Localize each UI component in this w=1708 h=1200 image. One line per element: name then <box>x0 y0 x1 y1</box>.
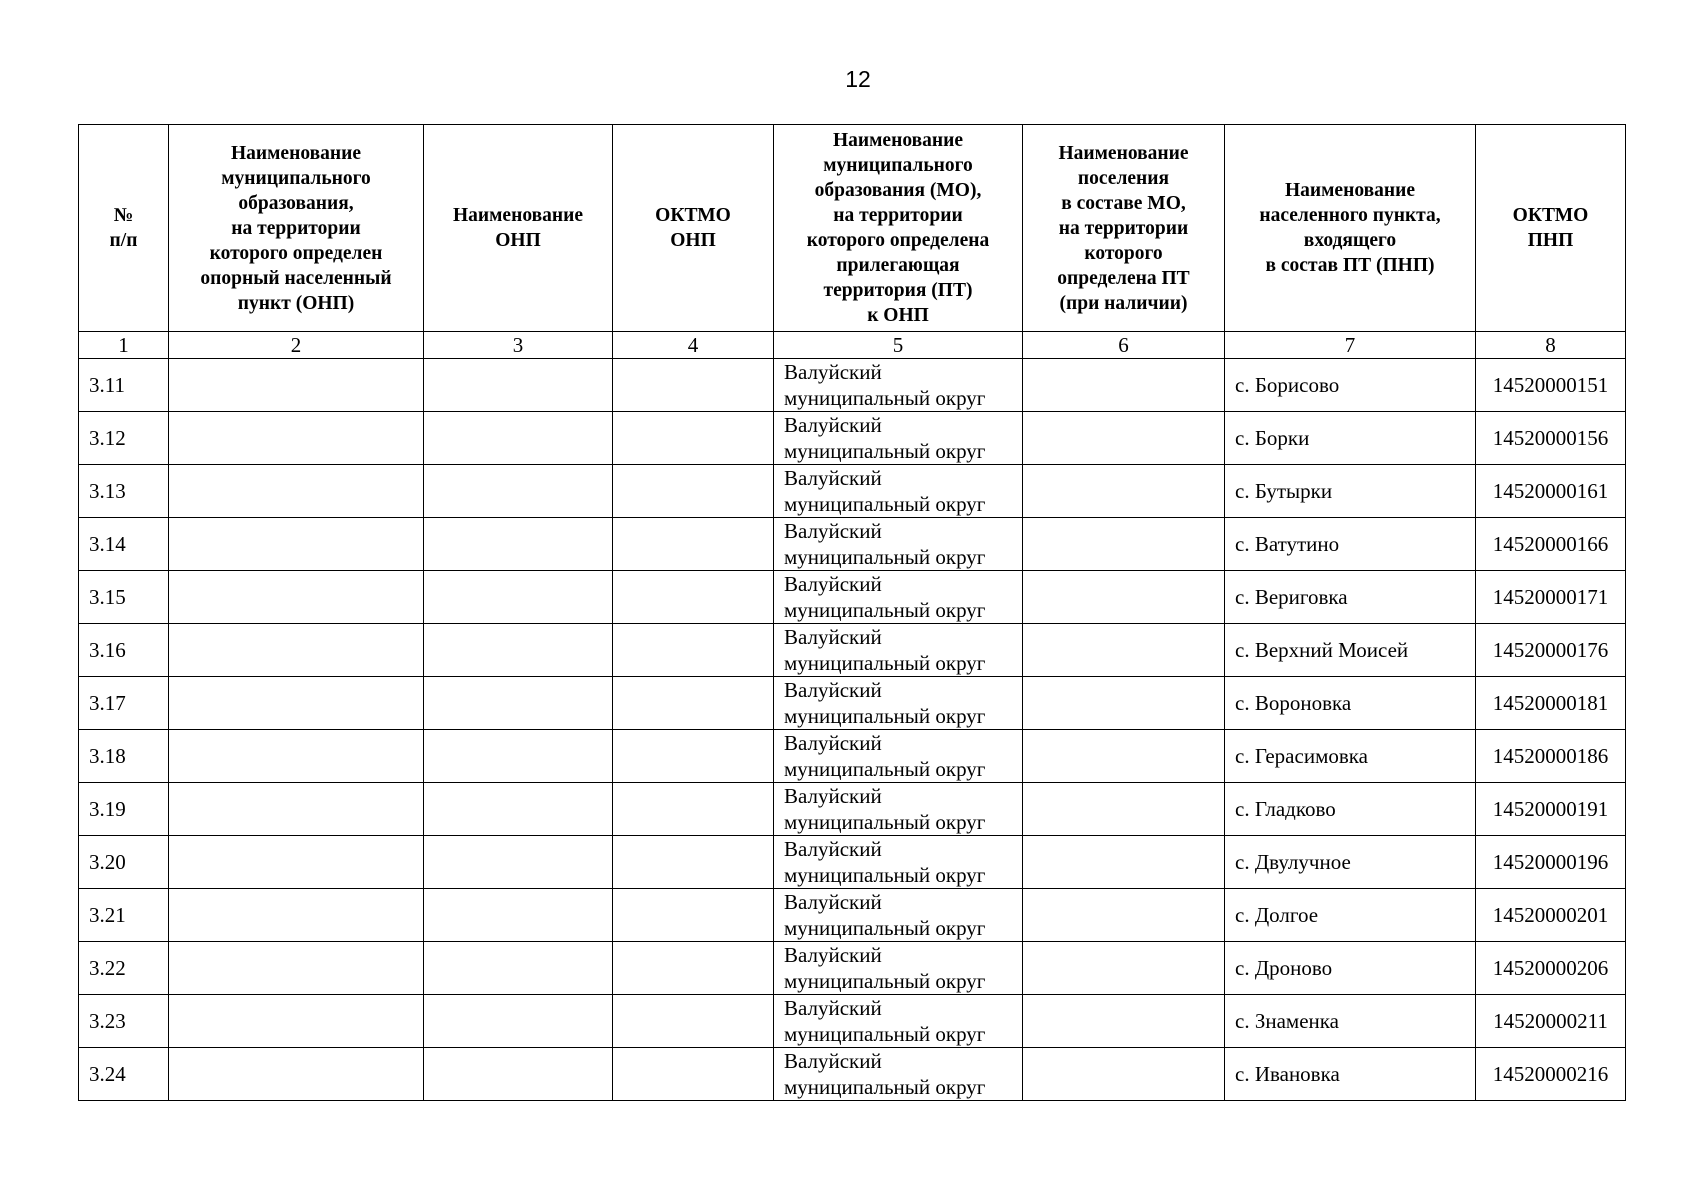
oktmo-onp-cell <box>613 889 774 942</box>
oktmo-onp-cell <box>613 836 774 889</box>
mo-name-line1: Валуйский <box>784 413 882 437</box>
row-number-cell: 3.19 <box>79 783 169 836</box>
pnp-name-cell: с. Борки <box>1225 412 1476 465</box>
mo-onp-cell <box>169 730 424 783</box>
table-row <box>79 889 1626 942</box>
mo-onp-cell <box>169 412 424 465</box>
onp-name-cell <box>424 571 613 624</box>
mo-name-line1: Валуйский <box>784 837 882 861</box>
column-number: 7 <box>1225 332 1476 359</box>
header-oktmo-pnp: ОКТМО ПНП <box>1476 125 1626 332</box>
oktmo-pnp-cell: 14520000191 <box>1476 783 1626 836</box>
mo-name-line1: Валуйский <box>784 943 882 967</box>
column-number: 2 <box>169 332 424 359</box>
mo-name-line1: Валуйский <box>784 519 882 543</box>
oktmo-onp-cell <box>613 783 774 836</box>
row-number-cell: 3.16 <box>79 624 169 677</box>
column-number: 6 <box>1023 332 1225 359</box>
pnp-name-cell: с. Гладково <box>1225 783 1476 836</box>
mo-name-line1: Валуйский <box>784 996 882 1020</box>
row-number-cell: 3.18 <box>79 730 169 783</box>
mo-pt-cell <box>774 359 1023 412</box>
header-settlement: Наименование поселения в составе МО, на территории которого определена ПТ (при наличии) <box>1023 125 1225 332</box>
mo-pt-cell <box>774 836 1023 889</box>
header-pnp-name: Наименование населенного пункта, входящего в состав ПТ (ПНП) <box>1225 125 1476 332</box>
settlements-table <box>78 124 1626 1101</box>
settlement-cell <box>1023 412 1225 465</box>
table-row <box>79 836 1626 889</box>
onp-name-cell <box>424 518 613 571</box>
onp-name-cell <box>424 836 613 889</box>
settlement-cell <box>1023 1048 1225 1101</box>
settlement-cell <box>1023 783 1225 836</box>
oktmo-onp-cell <box>613 359 774 412</box>
mo-pt-cell <box>774 465 1023 518</box>
table-row <box>79 571 1626 624</box>
mo-pt-cell <box>774 677 1023 730</box>
header-mo-pt: Наименование муниципального образования (МО), на территории которого определена прилегающая территория (ПТ) к ОНП <box>774 125 1023 332</box>
mo-onp-cell <box>169 677 424 730</box>
mo-name-line2: муниципальный округ <box>784 969 986 993</box>
table-row <box>79 412 1626 465</box>
column-number: 3 <box>424 332 613 359</box>
oktmo-pnp-cell: 14520000196 <box>1476 836 1626 889</box>
settlement-cell <box>1023 730 1225 783</box>
table-row <box>79 730 1626 783</box>
pnp-name-cell: с. Ватутино <box>1225 518 1476 571</box>
mo-pt-cell <box>774 995 1023 1048</box>
table-row <box>79 783 1626 836</box>
onp-name-cell <box>424 359 613 412</box>
mo-onp-cell <box>169 889 424 942</box>
header-mo-onp: Наименование муниципального образования, на территории которого определен опорный населенный пункт (ОНП) <box>169 125 424 332</box>
mo-name-line2: муниципальный округ <box>784 439 986 463</box>
pnp-name-cell: с. Герасимовка <box>1225 730 1476 783</box>
oktmo-onp-cell <box>613 571 774 624</box>
mo-onp-cell <box>169 518 424 571</box>
header-num: № п/п <box>79 125 169 332</box>
header-onp-name: Наименование ОНП <box>424 125 613 332</box>
mo-pt-cell <box>774 624 1023 677</box>
mo-name-line2: муниципальный округ <box>784 386 986 410</box>
mo-onp-cell <box>169 624 424 677</box>
mo-name-line1: Валуйский <box>784 890 882 914</box>
page-number: 12 <box>845 66 871 92</box>
settlement-cell <box>1023 942 1225 995</box>
onp-name-cell <box>424 677 613 730</box>
mo-name-line2: муниципальный округ <box>784 651 986 675</box>
oktmo-pnp-cell: 14520000156 <box>1476 412 1626 465</box>
mo-pt-cell <box>774 1048 1023 1101</box>
oktmo-pnp-cell: 14520000151 <box>1476 359 1626 412</box>
row-number-cell: 3.22 <box>79 942 169 995</box>
mo-name-line1: Валуйский <box>784 360 882 384</box>
pnp-name-cell: с. Верхний Моисей <box>1225 624 1476 677</box>
mo-name-line2: муниципальный округ <box>784 1075 986 1099</box>
oktmo-pnp-cell: 14520000206 <box>1476 942 1626 995</box>
pnp-name-cell: с. Ивановка <box>1225 1048 1476 1101</box>
header-row <box>79 125 1626 332</box>
row-number-cell: 3.15 <box>79 571 169 624</box>
row-number-cell: 3.14 <box>79 518 169 571</box>
oktmo-onp-cell <box>613 1048 774 1101</box>
oktmo-onp-cell <box>613 995 774 1048</box>
settlements-table-container <box>78 124 1625 1101</box>
row-number-cell: 3.13 <box>79 465 169 518</box>
row-number-cell: 3.17 <box>79 677 169 730</box>
settlement-cell <box>1023 571 1225 624</box>
mo-onp-cell <box>169 571 424 624</box>
settlement-cell <box>1023 624 1225 677</box>
oktmo-pnp-cell: 14520000161 <box>1476 465 1626 518</box>
column-number: 1 <box>79 332 169 359</box>
oktmo-onp-cell <box>613 465 774 518</box>
onp-name-cell <box>424 889 613 942</box>
pnp-name-cell: с. Борисово <box>1225 359 1476 412</box>
mo-onp-cell <box>169 783 424 836</box>
header-oktmo-onp: ОКТМО ОНП <box>613 125 774 332</box>
oktmo-pnp-cell: 14520000166 <box>1476 518 1626 571</box>
mo-onp-cell <box>169 836 424 889</box>
mo-name-line2: муниципальный округ <box>784 1022 986 1046</box>
settlement-cell <box>1023 465 1225 518</box>
onp-name-cell <box>424 783 613 836</box>
mo-name-line2: муниципальный округ <box>784 545 986 569</box>
table-row <box>79 995 1626 1048</box>
mo-onp-cell <box>169 995 424 1048</box>
mo-name-line1: Валуйский <box>784 625 882 649</box>
oktmo-onp-cell <box>613 518 774 571</box>
row-number-cell: 3.11 <box>79 359 169 412</box>
mo-name-line1: Валуйский <box>784 572 882 596</box>
mo-name-line1: Валуйский <box>784 466 882 490</box>
mo-name-line2: муниципальный округ <box>784 916 986 940</box>
table-row <box>79 942 1626 995</box>
table-row <box>79 1048 1626 1101</box>
settlement-cell <box>1023 836 1225 889</box>
table-row <box>79 518 1626 571</box>
pnp-name-cell: с. Долгое <box>1225 889 1476 942</box>
mo-pt-cell <box>774 518 1023 571</box>
oktmo-onp-cell <box>613 677 774 730</box>
mo-pt-cell <box>774 730 1023 783</box>
onp-name-cell <box>424 465 613 518</box>
settlement-cell <box>1023 518 1225 571</box>
table-row <box>79 465 1626 518</box>
table-row <box>79 624 1626 677</box>
mo-name-line1: Валуйский <box>784 1049 882 1073</box>
mo-name-line2: муниципальный округ <box>784 598 986 622</box>
mo-onp-cell <box>169 942 424 995</box>
column-number: 8 <box>1476 332 1626 359</box>
oktmo-pnp-cell: 14520000176 <box>1476 624 1626 677</box>
table-row <box>79 359 1626 412</box>
row-number-cell: 3.12 <box>79 412 169 465</box>
oktmo-pnp-cell: 14520000171 <box>1476 571 1626 624</box>
oktmo-pnp-cell: 14520000181 <box>1476 677 1626 730</box>
mo-name-line1: Валуйский <box>784 784 882 808</box>
oktmo-pnp-cell: 14520000201 <box>1476 889 1626 942</box>
oktmo-onp-cell <box>613 412 774 465</box>
oktmo-onp-cell <box>613 942 774 995</box>
mo-pt-cell <box>774 412 1023 465</box>
mo-pt-cell <box>774 942 1023 995</box>
mo-name-line1: Валуйский <box>784 678 882 702</box>
settlement-cell <box>1023 677 1225 730</box>
mo-onp-cell <box>169 465 424 518</box>
settlement-cell <box>1023 889 1225 942</box>
pnp-name-cell: с. Двулучное <box>1225 836 1476 889</box>
column-number: 5 <box>774 332 1023 359</box>
row-number-cell: 3.21 <box>79 889 169 942</box>
onp-name-cell <box>424 624 613 677</box>
mo-onp-cell <box>169 359 424 412</box>
mo-name-line2: муниципальный округ <box>784 863 986 887</box>
onp-name-cell <box>424 730 613 783</box>
mo-name-line2: муниципальный округ <box>784 757 986 781</box>
row-number-cell: 3.23 <box>79 995 169 1048</box>
oktmo-onp-cell <box>613 624 774 677</box>
onp-name-cell <box>424 1048 613 1101</box>
mo-pt-cell <box>774 889 1023 942</box>
row-number-cell: 3.24 <box>79 1048 169 1101</box>
onp-name-cell <box>424 412 613 465</box>
mo-onp-cell <box>169 1048 424 1101</box>
pnp-name-cell: с. Бутырки <box>1225 465 1476 518</box>
mo-name-line2: муниципальный округ <box>784 704 986 728</box>
oktmo-pnp-cell: 14520000211 <box>1476 995 1626 1048</box>
onp-name-cell <box>424 995 613 1048</box>
oktmo-pnp-cell: 14520000216 <box>1476 1048 1626 1101</box>
pnp-name-cell: с. Вериговка <box>1225 571 1476 624</box>
onp-name-cell <box>424 942 613 995</box>
pnp-name-cell: с. Знаменка <box>1225 995 1476 1048</box>
settlement-cell <box>1023 359 1225 412</box>
mo-name-line2: муниципальный округ <box>784 492 986 516</box>
mo-pt-cell <box>774 783 1023 836</box>
row-number-cell: 3.20 <box>79 836 169 889</box>
table-body <box>79 359 1626 1101</box>
mo-name-line1: Валуйский <box>784 731 882 755</box>
oktmo-onp-cell <box>613 730 774 783</box>
column-number-row <box>79 332 1626 359</box>
table-row <box>79 677 1626 730</box>
column-number: 4 <box>613 332 774 359</box>
oktmo-pnp-cell: 14520000186 <box>1476 730 1626 783</box>
pnp-name-cell: с. Дроново <box>1225 942 1476 995</box>
pnp-name-cell: с. Вороновка <box>1225 677 1476 730</box>
settlement-cell <box>1023 995 1225 1048</box>
mo-name-line2: муниципальный округ <box>784 810 986 834</box>
mo-pt-cell <box>774 571 1023 624</box>
